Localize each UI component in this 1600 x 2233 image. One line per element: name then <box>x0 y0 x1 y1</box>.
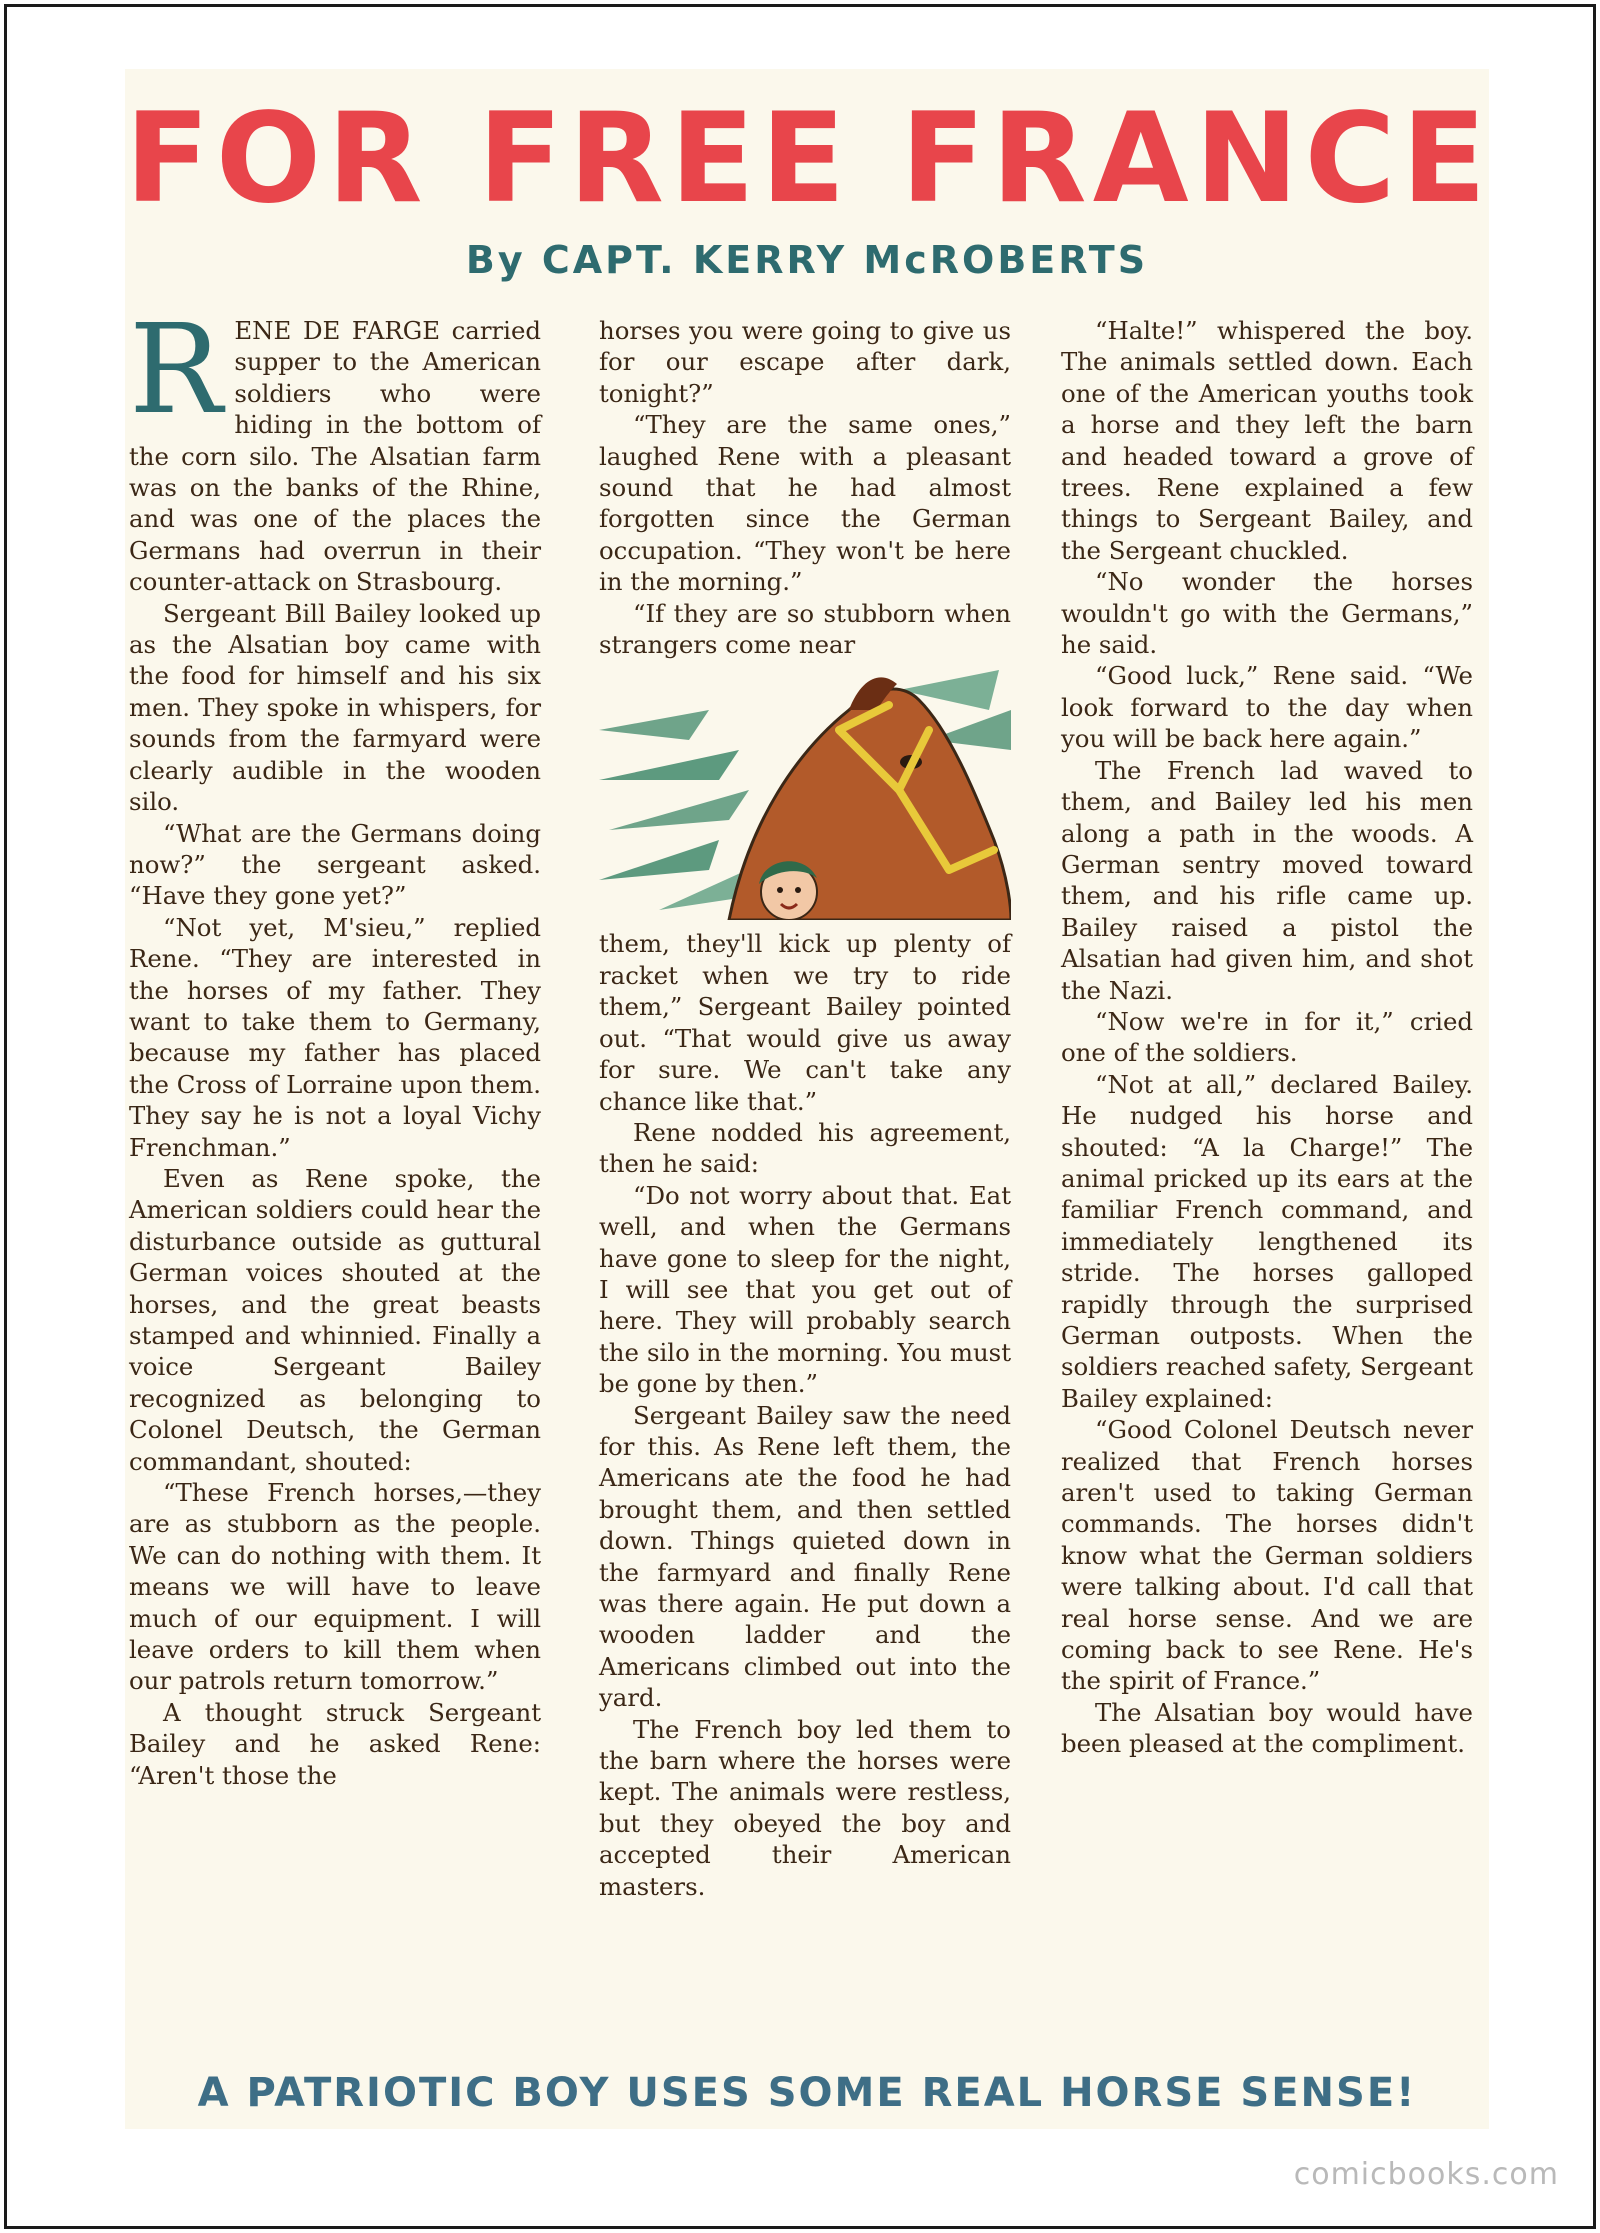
paragraph: “Good Colonel Deutsch never realized that French horses aren't used to taking German commands. The horses didn't know what the German soldiers were talking about. I'd call that real horse sense. And we are coming back to see Rene. He's the spirit of France.” <box>1061 1415 1473 1696</box>
paragraph: Sergeant Bailey saw the need for this. As Rene left them, the Americans ate the food he had brought them, and then settled down. Things quieted down in the farmyard and finally Rene was there again. He put down a wooden ladder and the Americans climbed out into the yard. <box>599 1400 1011 1713</box>
paragraph: Sergeant Bill Bailey looked up as the Alsatian boy came with the food for himself and his six men. They spoke in whispers, for sounds from the farmyard were clearly audible in the wooden silo. <box>129 598 541 817</box>
story-tagline: A PATRIOTIC BOY USES SOME REAL HORSE SENSE! <box>197 2070 1417 2116</box>
drop-cap: R <box>129 298 223 442</box>
paragraph: A thought struck Sergeant Bailey and he asked Rene: “Aren't those the <box>129 1697 541 1790</box>
paragraph: “What are the Germans doing now?” the sergeant asked. “Have they gone yet?” <box>129 818 541 911</box>
story-title: FOR FREE FRANCE <box>125 87 1493 231</box>
paragraph: “Do not worry about that. Eat well, and when the Germans have gone to sleep for the night, I will see that you get out of here. They will probably search the silo in the morning. You must be gone by then.” <box>599 1180 1011 1399</box>
paragraph: “If they are so stubborn when strangers come near <box>599 598 1011 660</box>
paragraph: “Halte!” whispered the boy. The animals settled down. Each one of the American youths took a horse and they left the barn and headed toward a grove of trees. Rene explained a few things to Sergeant Bailey, and the Sergeant chuckled. <box>1061 316 1473 565</box>
paragraph: Even as Rene spoke, the American soldiers could hear the disturbance outside as guttural German voices shouted at the horses, and the great beasts stamped and whinnied. Finally a voice Sergeant Bailey recognized as belonging to Colonel Deutsch, the German commandant, shouted: <box>129 1163 541 1476</box>
page-frame <box>4 4 1596 2229</box>
paragraph: The Alsatian boy would have been pleased at the compliment. <box>1061 1697 1473 1759</box>
paragraph: “Not at all,” declared Bailey. He nudged his horse and shouted: “A la Charge!” The animal pricked up its ears at the familiar French command, and immediately lengthened its stride. The horses galloped rapidly through the surprised German outposts. When the soldiers reached safety, Sergeant Bailey explained: <box>1061 1069 1473 1413</box>
paragraph: “No wonder the horses wouldn't go with the Germans,” he said. <box>1061 567 1473 660</box>
watermark: comicbooks.com <box>1293 2157 1559 2192</box>
text-column-3 <box>1061 315 1473 2055</box>
paragraph: The French boy led them to the barn where the horses were kept. The animals were restless, but they obeyed the boy and accepted their American masters. <box>599 1714 1011 1901</box>
paragraph: The French lad waved to them, and Bailey led his men along a path in the woods. A German sentry moved toward them, and his rifle came up. Bailey raised a pistol the Alsatian had given him, and shot the Nazi. <box>1061 755 1473 1005</box>
paragraph: horses you were going to give us for our escape after dark, tonight?” <box>599 316 1011 408</box>
paragraph: “These French horses,—they are as stubborn as the people. We can do nothing with them. It means we will have to leave much of our equipment. I will leave orders to kill them when our patrols return tomorrow.” <box>129 1478 541 1696</box>
paragraph: ENE DE FARGE carried supper to the American soldiers who were hiding in the bottom of the corn silo. The Alsatian farm was on the banks of the Rhine, and was one of the places the Germans had overrun in their counter-attack on Strasbourg. <box>129 316 541 597</box>
story-byline: By CAPT. KERRY McROBERTS <box>465 238 1149 282</box>
paragraph: “They are the same ones,” laughed Rene with a pleasant sound that he had almost forgotten since the German occupation. “They won't be here in the morning.” <box>599 410 1011 597</box>
paragraph: them, they'll kick up plenty of racket when we try to ride them,” Sergeant Bailey pointed out. “That would give us away for sure. We can't take any chance like that.” <box>599 929 1011 1116</box>
boy-face <box>759 862 817 921</box>
comic-page <box>125 69 1493 2129</box>
horse-illustration <box>599 670 1011 920</box>
paragraph: “Good luck,” Rene said. “We look forward to the day when you will be back here again.” <box>1061 661 1473 754</box>
paragraph: Rene nodded his agreement, then he said: <box>599 1117 1011 1179</box>
text-column-1 <box>129 298 541 2055</box>
text-column-2 <box>599 315 1011 2055</box>
paragraph: “Not yet, M'sieu,” replied Rene. “They are interested in the horses of my father. They want to take them to Germany, because my father has placed the Cross of Lorraine upon them. They say he is not a loyal Vichy Frenchman.” <box>129 912 541 1162</box>
paragraph: “Now we're in for it,” cried one of the soldiers. <box>1061 1006 1473 1068</box>
